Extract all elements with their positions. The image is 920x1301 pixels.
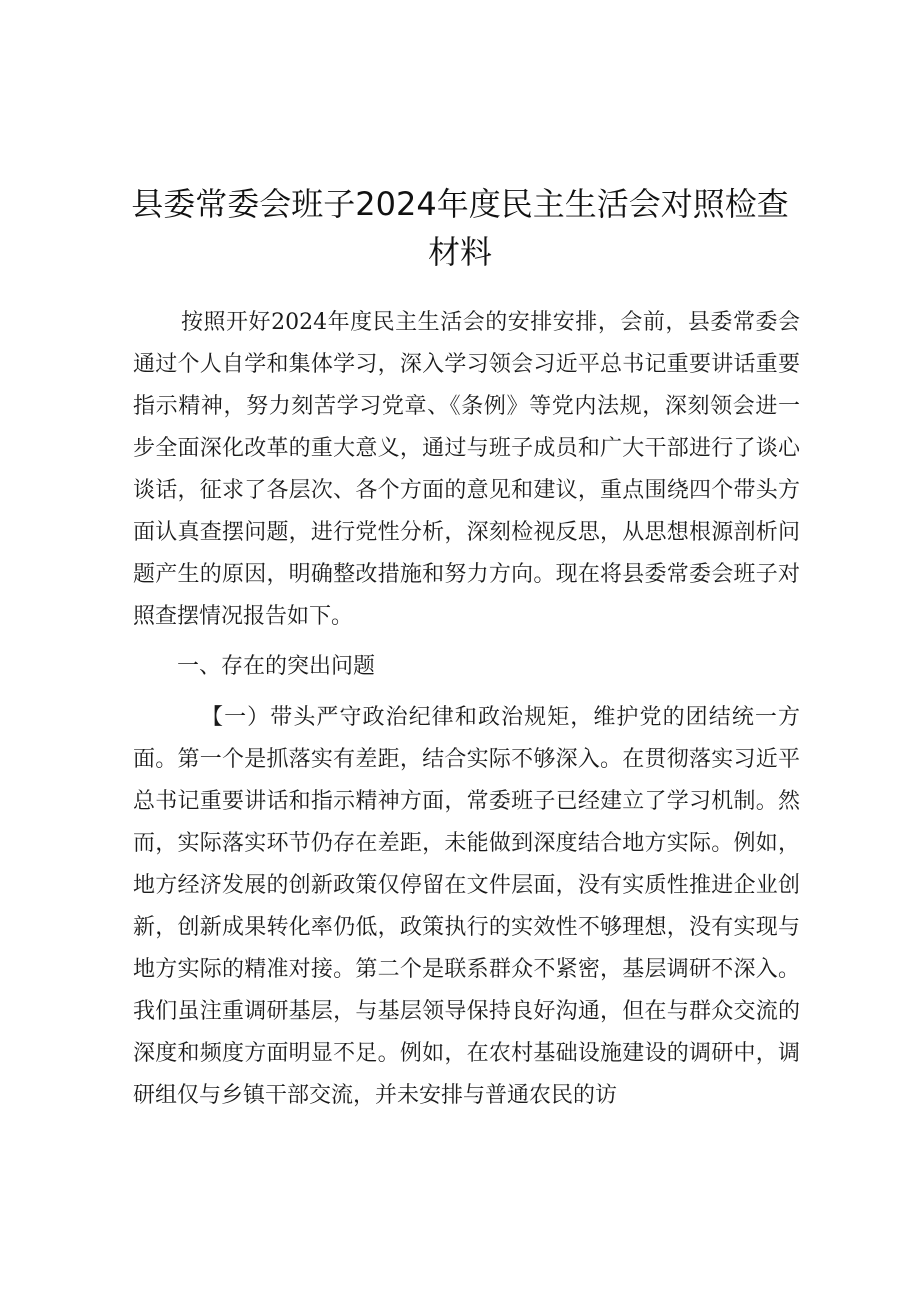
document-title-line-1: 县委常委会班子2024年度民主生活会对照检查 — [131, 185, 789, 223]
section-paragraph: 【一）带头严守政治纪律和政治规矩，维护党的团结统一方面。第一个是抓落实有差距，结合实际不够深入。在贯彻落实习近平总书记重要讲话和指示精神方面，常委班子已经建立了学习机制。然而，实际落实环节仍存在差距，未能做到深度结合地方实际。例如，地方经济发展的创新政策仅停留在文件层面，没有实质性推进企业创新，创新成果转化率仍低，政策执行的实效性不够理想，没有实现与地方实际的精准对接。第二个是联系群众不紧密，基层调研不深入。我们虽注重调研基层，与基层领导保持良好沟通，但在与群众交流的深度和频度方面明显不足。例如，在农村基础设施建设的调研中，调研组仅与乡镇干部交流，并未安排与普通农民的访 — [133, 705, 800, 1108]
section-heading: 一、存在的突出问题 — [177, 654, 376, 679]
document-title-line-2: 材料 — [427, 233, 492, 271]
intro-paragraph: 按照开好2024年度民主生活会的安排安排，会前，县委常委会通过个人自学和集体学习，深入学习领会习近平总书记重要讲话重要指示精神，努力刻苦学习党章、《条例》等党内法规，深刻领会进一步全面深化改革的重大意义，通过与班子成员和广大干部进行了谈心谈话，征求了各层次、各个方面的意见和建议，重点围绕四个带头方面认真查摆问题，进行党性分析，深刻检视反思，从思想根源剖析问题产生的原因，明确整改措施和努力方向。现在将县委常委会班子对照查摆情况报告如下。 — [133, 310, 800, 629]
